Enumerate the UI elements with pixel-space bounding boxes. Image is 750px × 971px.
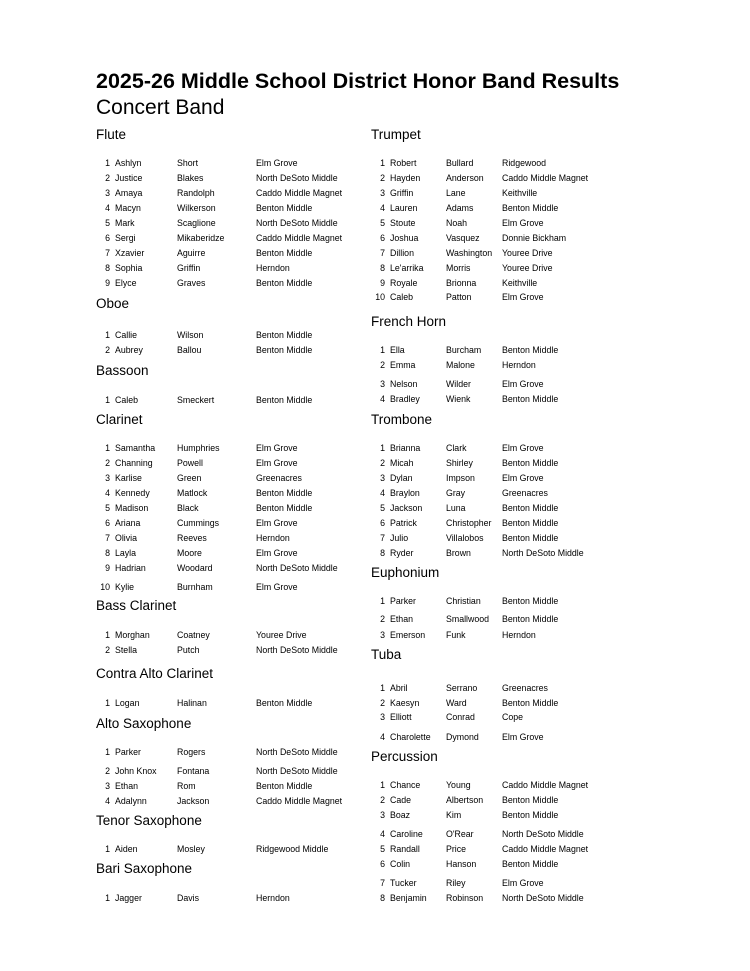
- first-name: Elyce: [115, 278, 137, 288]
- rank-number: 6: [105, 233, 110, 243]
- school-name: Elm Grove: [256, 158, 298, 168]
- last-name: Rom: [177, 781, 196, 791]
- page-title: 2025-26 Middle School District Honor Band Results: [96, 69, 620, 93]
- rank-number: 3: [105, 781, 110, 791]
- school-name: Caddo Middle Magnet: [256, 233, 343, 243]
- rank-number: 6: [380, 233, 385, 243]
- school-name: North DeSoto Middle: [502, 893, 584, 903]
- rank-number: 8: [105, 263, 110, 273]
- last-name: Rogers: [177, 747, 206, 757]
- first-name: Ethan: [390, 614, 413, 624]
- school-name: North DeSoto Middle: [502, 548, 584, 558]
- last-name: Cummings: [177, 518, 220, 528]
- first-name: Stella: [115, 645, 138, 655]
- first-name: Samantha: [115, 443, 156, 453]
- first-name: Caleb: [390, 292, 413, 302]
- rank-number: 6: [380, 518, 385, 528]
- rank-number: 1: [380, 596, 385, 606]
- rank-number: 1: [105, 395, 110, 405]
- first-name: John Knox: [115, 766, 157, 776]
- rank-number: 4: [105, 796, 110, 806]
- first-name: Kylie: [115, 582, 135, 592]
- rank-number: 5: [380, 218, 385, 228]
- rank-number: 3: [105, 188, 110, 198]
- rank-number: 3: [105, 473, 110, 483]
- rank-number: 1: [105, 330, 110, 340]
- section-heading: Flute: [96, 127, 127, 142]
- page-subtitle: Concert Band: [96, 96, 225, 119]
- first-name: Hayden: [390, 173, 421, 183]
- rank-number: 2: [380, 173, 385, 183]
- first-name: Elliott: [390, 712, 412, 722]
- last-name: Scaglione: [177, 218, 216, 228]
- school-name: Youree Drive: [502, 263, 553, 273]
- rank-number: 2: [380, 698, 385, 708]
- first-name: Julio: [390, 533, 409, 543]
- first-name: Kennedy: [115, 488, 150, 498]
- first-name: Dillion: [390, 248, 414, 258]
- school-name: Benton Middle: [256, 781, 313, 791]
- last-name: Villalobos: [446, 533, 484, 543]
- rank-number: 4: [380, 203, 385, 213]
- last-name: Humphries: [177, 443, 220, 453]
- last-name: Wilson: [177, 330, 204, 340]
- school-name: Caddo Middle Magnet: [502, 173, 589, 183]
- last-name: Clark: [446, 443, 467, 453]
- first-name: Bradley: [390, 394, 420, 404]
- first-name: Madison: [115, 503, 149, 513]
- last-name: Randolph: [177, 188, 215, 198]
- rank-number: 9: [105, 278, 110, 288]
- last-name: Impson: [446, 473, 475, 483]
- last-name: Davis: [177, 893, 199, 903]
- last-name: Christian: [446, 596, 481, 606]
- last-name: Noah: [446, 218, 468, 228]
- school-name: Cope: [502, 712, 524, 722]
- first-name: Channing: [115, 458, 153, 468]
- first-name: Griffin: [390, 188, 414, 198]
- first-name: Benjamin: [390, 893, 427, 903]
- school-name: Caddo Middle Magnet: [502, 844, 589, 854]
- last-name: Riley: [446, 878, 466, 888]
- last-name: Adams: [446, 203, 474, 213]
- school-name: Benton Middle: [256, 698, 313, 708]
- school-name: Keithville: [502, 188, 538, 198]
- last-name: Moore: [177, 548, 202, 558]
- school-name: Elm Grove: [502, 379, 544, 389]
- last-name: Hanson: [446, 859, 477, 869]
- rank-number: 1: [105, 747, 110, 757]
- school-name: Caddo Middle Magnet: [256, 188, 343, 198]
- school-name: Elm Grove: [256, 458, 298, 468]
- last-name: Burnham: [177, 582, 213, 592]
- last-name: Short: [177, 158, 199, 168]
- school-name: Caddo Middle Magnet: [256, 796, 343, 806]
- last-name: Smeckert: [177, 395, 215, 405]
- first-name: Tucker: [390, 878, 417, 888]
- last-name: Patton: [446, 292, 472, 302]
- section-heading: Percussion: [371, 749, 438, 764]
- rank-number: 3: [380, 473, 385, 483]
- rank-number: 2: [380, 360, 385, 370]
- rank-number: 2: [105, 766, 110, 776]
- school-name: Youree Drive: [256, 630, 307, 640]
- rank-number: 4: [105, 488, 110, 498]
- first-name: Macyn: [115, 203, 141, 213]
- first-name: Hadrian: [115, 563, 146, 573]
- section-heading: Bassoon: [96, 363, 149, 378]
- section-heading: Bari Saxophone: [96, 861, 193, 876]
- first-name: Kaesyn: [390, 698, 420, 708]
- school-name: Elm Grove: [502, 443, 544, 453]
- school-name: Elm Grove: [502, 732, 544, 742]
- rank-number: 3: [380, 188, 385, 198]
- first-name: Charolette: [390, 732, 431, 742]
- school-name: Benton Middle: [502, 859, 559, 869]
- school-name: Benton Middle: [256, 503, 313, 513]
- school-name: Benton Middle: [502, 795, 559, 805]
- rank-number: 1: [380, 683, 385, 693]
- last-name: Morris: [446, 263, 471, 273]
- rank-number: 2: [380, 795, 385, 805]
- last-name: Christopher: [446, 518, 492, 528]
- first-name: Patrick: [390, 518, 417, 528]
- school-name: Benton Middle: [256, 345, 313, 355]
- last-name: Jackson: [177, 796, 210, 806]
- school-name: North DeSoto Middle: [256, 645, 338, 655]
- first-name: Robert: [390, 158, 417, 168]
- last-name: Fontana: [177, 766, 210, 776]
- rank-number: 5: [380, 503, 385, 513]
- rank-number: 3: [380, 712, 385, 722]
- rank-number: 7: [105, 248, 110, 258]
- last-name: Powell: [177, 458, 203, 468]
- first-name: Parker: [390, 596, 416, 606]
- first-name: Nelson: [390, 379, 418, 389]
- last-name: Wilkerson: [177, 203, 216, 213]
- first-name: Karlise: [115, 473, 142, 483]
- rank-number: 2: [105, 458, 110, 468]
- rank-number: 5: [105, 503, 110, 513]
- last-name: Price: [446, 844, 467, 854]
- school-name: Herndon: [256, 893, 290, 903]
- rank-number: 1: [105, 698, 110, 708]
- school-name: Benton Middle: [502, 458, 559, 468]
- school-name: Benton Middle: [256, 488, 313, 498]
- school-name: Herndon: [256, 263, 290, 273]
- first-name: Xzavier: [115, 248, 145, 258]
- first-name: Caleb: [115, 395, 138, 405]
- rank-number: 4: [105, 203, 110, 213]
- section-heading: Clarinet: [96, 412, 143, 427]
- first-name: Ashlyn: [115, 158, 142, 168]
- last-name: Smallwood: [446, 614, 490, 624]
- first-name: Ella: [390, 345, 405, 355]
- school-name: Youree Drive: [502, 248, 553, 258]
- rank-number: 2: [105, 345, 110, 355]
- school-name: North DeSoto Middle: [256, 747, 338, 757]
- first-name: Ariana: [115, 518, 141, 528]
- first-name: Colin: [390, 859, 411, 869]
- school-name: Caddo Middle Magnet: [502, 780, 589, 790]
- school-name: Greenacres: [502, 488, 548, 498]
- first-name: Sergi: [115, 233, 136, 243]
- rank-number: 1: [380, 345, 385, 355]
- school-name: Benton Middle: [256, 248, 313, 258]
- rank-number: 8: [380, 893, 385, 903]
- last-name: Black: [177, 503, 199, 513]
- first-name: Aiden: [115, 844, 138, 854]
- school-name: Ridgewood: [502, 158, 547, 168]
- rank-number: 2: [380, 614, 385, 624]
- school-name: Elm Grove: [256, 582, 298, 592]
- school-name: Greenacres: [256, 473, 302, 483]
- school-name: Elm Grove: [256, 443, 298, 453]
- rank-number: 1: [380, 780, 385, 790]
- section-heading: Tenor Saxophone: [96, 813, 202, 828]
- school-name: Benton Middle: [502, 394, 559, 404]
- last-name: Reeves: [177, 533, 207, 543]
- rank-number: 1: [105, 630, 110, 640]
- section-heading: Trumpet: [371, 127, 421, 142]
- school-name: Benton Middle: [256, 395, 313, 405]
- section-heading: Trombone: [371, 412, 433, 427]
- last-name: Vasquez: [446, 233, 480, 243]
- first-name: Chance: [390, 780, 421, 790]
- first-name: Lauren: [390, 203, 418, 213]
- last-name: Young: [446, 780, 471, 790]
- last-name: Serrano: [446, 683, 478, 693]
- school-name: Benton Middle: [502, 698, 559, 708]
- last-name: Kim: [446, 810, 462, 820]
- rank-number: 7: [380, 533, 385, 543]
- rank-number: 8: [380, 548, 385, 558]
- school-name: Benton Middle: [256, 330, 313, 340]
- last-name: Coatney: [177, 630, 210, 640]
- last-name: Ward: [446, 698, 467, 708]
- rank-number: 4: [380, 488, 385, 498]
- last-name: Green: [177, 473, 202, 483]
- last-name: Conrad: [446, 712, 475, 722]
- rank-number: 8: [105, 548, 110, 558]
- school-name: Herndon: [502, 630, 536, 640]
- school-name: Benton Middle: [502, 810, 559, 820]
- school-name: Benton Middle: [502, 596, 559, 606]
- school-name: Ridgewood Middle: [256, 844, 329, 854]
- rank-number: 10: [100, 582, 110, 592]
- first-name: Abril: [390, 683, 408, 693]
- last-name: Ballou: [177, 345, 202, 355]
- school-name: North DeSoto Middle: [502, 829, 584, 839]
- last-name: Aguirre: [177, 248, 206, 258]
- last-name: Brown: [446, 548, 471, 558]
- school-name: Benton Middle: [256, 278, 313, 288]
- school-name: Benton Middle: [502, 345, 559, 355]
- first-name: Emma: [390, 360, 416, 370]
- rank-number: 5: [105, 218, 110, 228]
- last-name: Anderson: [446, 173, 484, 183]
- last-name: Mikaberidze: [177, 233, 225, 243]
- last-name: Woodard: [177, 563, 213, 573]
- first-name: Logan: [115, 698, 140, 708]
- school-name: Donnie Bickham: [502, 233, 567, 243]
- last-name: Graves: [177, 278, 206, 288]
- first-name: Ryder: [390, 548, 414, 558]
- rank-number: 1: [105, 158, 110, 168]
- section-heading: Euphonium: [371, 565, 440, 580]
- last-name: Burcham: [446, 345, 482, 355]
- school-name: Herndon: [502, 360, 536, 370]
- last-name: Robinson: [446, 893, 484, 903]
- first-name: Sophia: [115, 263, 143, 273]
- first-name: Mark: [115, 218, 135, 228]
- first-name: Morghan: [115, 630, 150, 640]
- last-name: Shirley: [446, 458, 473, 468]
- section-heading: French Horn: [371, 314, 447, 329]
- last-name: Dymond: [446, 732, 479, 742]
- rank-number: 7: [380, 878, 385, 888]
- rank-number: 1: [105, 893, 110, 903]
- first-name: Ethan: [115, 781, 138, 791]
- rank-number: 6: [380, 859, 385, 869]
- first-name: Micah: [390, 458, 414, 468]
- school-name: North DeSoto Middle: [256, 218, 338, 228]
- first-name: Cade: [390, 795, 412, 805]
- rank-number: 2: [105, 173, 110, 183]
- first-name: Jackson: [390, 503, 423, 513]
- school-name: Elm Grove: [256, 548, 298, 558]
- last-name: Brionna: [446, 278, 477, 288]
- section-heading: Contra Alto Clarinet: [96, 666, 214, 681]
- first-name: Boaz: [390, 810, 411, 820]
- rank-number: 1: [105, 844, 110, 854]
- last-name: Matlock: [177, 488, 208, 498]
- rank-number: 4: [380, 732, 385, 742]
- last-name: Washington: [446, 248, 493, 258]
- school-name: Herndon: [256, 533, 290, 543]
- rank-number: 1: [380, 158, 385, 168]
- school-name: Benton Middle: [256, 203, 313, 213]
- rank-number: 3: [380, 810, 385, 820]
- rank-number: 6: [105, 518, 110, 528]
- first-name: Parker: [115, 747, 141, 757]
- school-name: Benton Middle: [502, 503, 559, 513]
- rank-number: 5: [380, 844, 385, 854]
- last-name: Blakes: [177, 173, 204, 183]
- first-name: Dylan: [390, 473, 413, 483]
- first-name: Emerson: [390, 630, 426, 640]
- rank-number: 9: [105, 563, 110, 573]
- rank-number: 3: [380, 379, 385, 389]
- first-name: Layla: [115, 548, 137, 558]
- first-name: Le'arrika: [390, 263, 424, 273]
- last-name: Griffin: [177, 263, 201, 273]
- first-name: Brianna: [390, 443, 421, 453]
- rank-number: 8: [380, 263, 385, 273]
- last-name: Luna: [446, 503, 466, 513]
- first-name: Adalynn: [115, 796, 147, 806]
- rank-number: 1: [380, 443, 385, 453]
- first-name: Royale: [390, 278, 418, 288]
- last-name: Gray: [446, 488, 466, 498]
- last-name: Albertson: [446, 795, 484, 805]
- last-name: Wienk: [446, 394, 471, 404]
- last-name: Mosley: [177, 844, 205, 854]
- first-name: Caroline: [390, 829, 423, 839]
- first-name: Olivia: [115, 533, 137, 543]
- school-name: Benton Middle: [502, 203, 559, 213]
- rank-number: 7: [105, 533, 110, 543]
- school-name: Greenacres: [502, 683, 548, 693]
- school-name: Benton Middle: [502, 533, 559, 543]
- rank-number: 2: [105, 645, 110, 655]
- school-name: Elm Grove: [502, 473, 544, 483]
- school-name: Benton Middle: [502, 614, 559, 624]
- school-name: North DeSoto Middle: [256, 173, 338, 183]
- rank-number: 2: [380, 458, 385, 468]
- first-name: Joshua: [390, 233, 419, 243]
- first-name: Amaya: [115, 188, 143, 198]
- last-name: Funk: [446, 630, 466, 640]
- rank-number: 7: [380, 248, 385, 258]
- school-name: Elm Grove: [256, 518, 298, 528]
- rank-number: 4: [380, 829, 385, 839]
- first-name: Randall: [390, 844, 420, 854]
- school-name: Benton Middle: [502, 518, 559, 528]
- last-name: Lane: [446, 188, 466, 198]
- rank-number: 1: [105, 443, 110, 453]
- last-name: Wilder: [446, 379, 471, 389]
- first-name: Stoute: [390, 218, 416, 228]
- section-heading: Oboe: [96, 296, 130, 311]
- last-name: Malone: [446, 360, 475, 370]
- rank-number: 4: [380, 394, 385, 404]
- section-heading: Tuba: [371, 647, 402, 662]
- first-name: Braylon: [390, 488, 420, 498]
- rank-number: 9: [380, 278, 385, 288]
- first-name: Justice: [115, 173, 143, 183]
- rank-number: 10: [375, 292, 385, 302]
- school-name: Elm Grove: [502, 292, 544, 302]
- school-name: North DeSoto Middle: [256, 563, 338, 573]
- school-name: Elm Grove: [502, 878, 544, 888]
- last-name: Halinan: [177, 698, 207, 708]
- school-name: Elm Grove: [502, 218, 544, 228]
- last-name: Putch: [177, 645, 200, 655]
- school-name: Keithville: [502, 278, 538, 288]
- section-heading: Alto Saxophone: [96, 716, 192, 731]
- last-name: O'Rear: [446, 829, 474, 839]
- first-name: Aubrey: [115, 345, 143, 355]
- school-name: North DeSoto Middle: [256, 766, 338, 776]
- first-name: Jagger: [115, 893, 142, 903]
- section-heading: Bass Clarinet: [96, 598, 177, 613]
- rank-number: 3: [380, 630, 385, 640]
- first-name: Callie: [115, 330, 138, 340]
- last-name: Bullard: [446, 158, 474, 168]
